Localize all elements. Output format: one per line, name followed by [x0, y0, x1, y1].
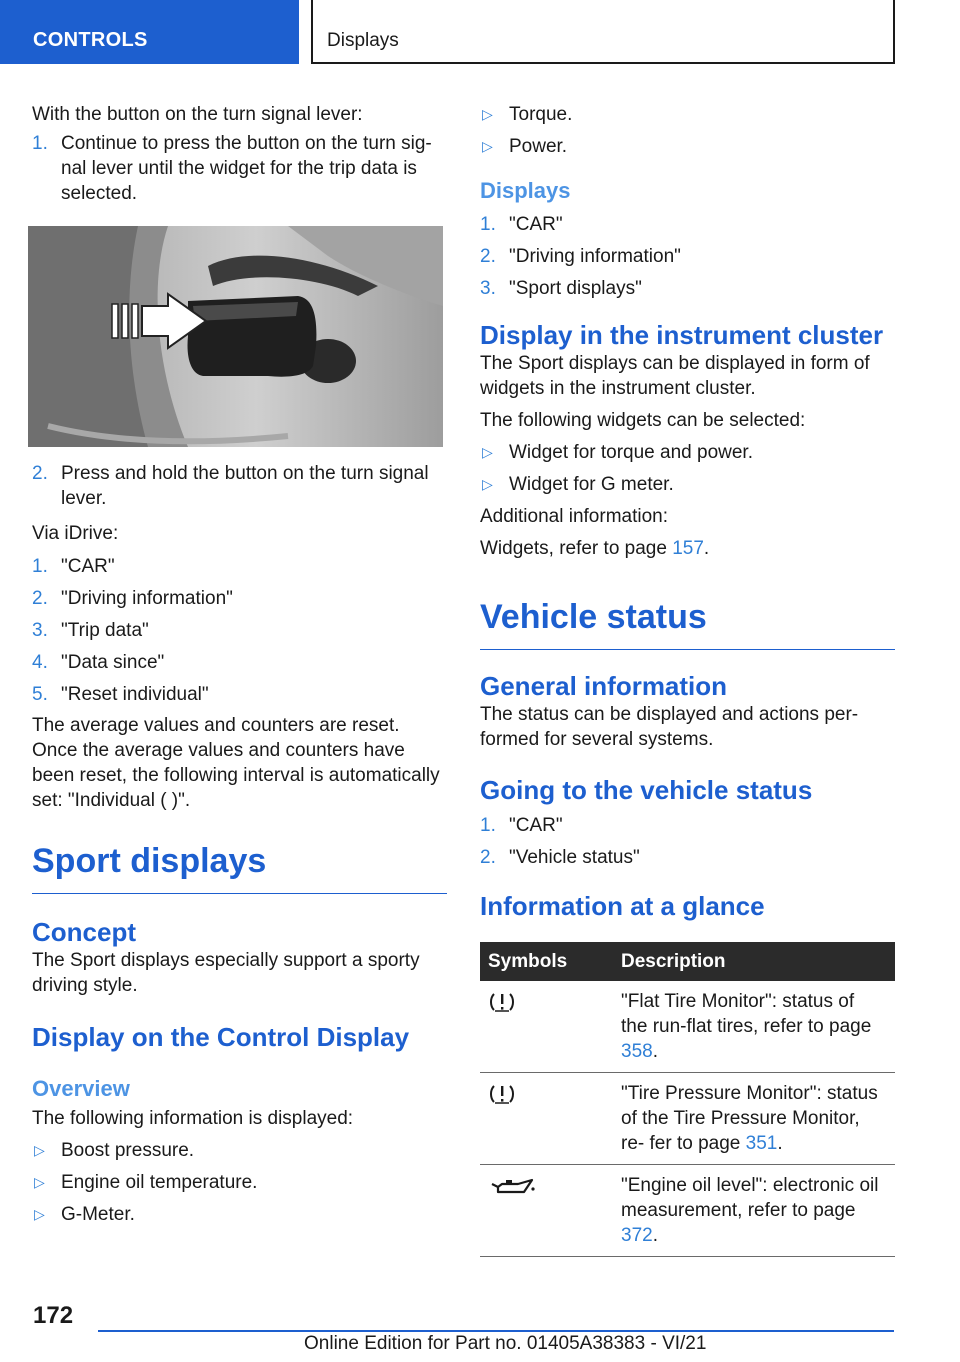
- table-row: [480, 1073, 895, 1165]
- list-item: [32, 586, 447, 611]
- step-text: "Driving information": [61, 588, 233, 609]
- page-link[interactable]: 351: [745, 1133, 778, 1154]
- sport-displays-title: Sport displays: [32, 841, 447, 894]
- step-number: 1.: [480, 214, 496, 235]
- step-text: "Sport displays": [509, 278, 642, 299]
- item-text: Engine oil temperature.: [61, 1172, 258, 1193]
- left-column: [32, 102, 447, 1227]
- table-row: [480, 981, 895, 1073]
- list-item: [480, 440, 895, 465]
- section-tab: [0, 0, 299, 64]
- intro-text: With the button on the turn signal lever:: [32, 104, 363, 125]
- idrive-steps: [32, 554, 447, 707]
- overview-list: [32, 1138, 447, 1227]
- section-title: CONTROLS: [33, 29, 148, 51]
- triangle-bullet-icon: ▷: [482, 106, 493, 122]
- turn-signal-steps-b: [32, 461, 447, 511]
- triangle-bullet-icon: ▷: [34, 1174, 45, 1190]
- list-item: [32, 618, 447, 643]
- edition-text: Online Edition for Part no. 01405A38383 - VI/21: [304, 1333, 707, 1354]
- list-item: [480, 134, 895, 159]
- description-cell: "Engine oil level": electronic oil measurement, refer to page 372.: [613, 1165, 895, 1257]
- list-item: [480, 472, 895, 497]
- list-item: [480, 845, 895, 870]
- step-number: 5.: [32, 684, 48, 705]
- list-item: [32, 1202, 447, 1227]
- page-link[interactable]: 358: [621, 1041, 653, 1062]
- reference-text: Widgets, refer to page: [480, 538, 673, 559]
- turn-signal-lever-illustration: [28, 226, 443, 447]
- step-number: 3.: [480, 278, 496, 299]
- item-text: Torque.: [509, 104, 573, 125]
- reset-text: The average values and counters are reset. Once the average values and counters have been reset, the following interval is automatically set: "Individual ( )".: [32, 715, 440, 811]
- page-link[interactable]: 157: [672, 538, 704, 559]
- list-item: [32, 554, 447, 579]
- step-number: 2.: [32, 463, 48, 484]
- step-text: Press and hold the button on the turn signal lever.: [61, 463, 429, 509]
- list-item: [32, 1138, 447, 1163]
- tire-warning-icon: [488, 1083, 516, 1105]
- list-item: [32, 1170, 447, 1195]
- item-text: Widget for torque and power.: [509, 442, 753, 463]
- list-item: [480, 276, 895, 301]
- step-text: "Data since": [61, 652, 165, 673]
- item-text: Boost pressure.: [61, 1140, 195, 1161]
- symbol-cell: [480, 1165, 613, 1257]
- concept-text: The Sport displays especially support a sporty driving style.: [32, 950, 420, 996]
- step-number: 1.: [32, 556, 48, 577]
- displays-title: Displays: [480, 178, 571, 203]
- step-text: "Trip data": [61, 620, 149, 641]
- step-text: Continue to press the button on the turn sig- nal lever until the widget for the trip data is selected.: [61, 133, 432, 204]
- description-text: "Flat Tire Monitor": status of the run-flat tires, refer to page: [621, 991, 872, 1037]
- symbol-cell: [480, 1073, 613, 1165]
- going-to-status-title: Going to the vehicle status: [480, 775, 813, 805]
- displays-steps: [480, 212, 895, 301]
- description-text: "Tire Pressure Monitor": status of the Tire Pressure Monitor, re- fer to page: [621, 1083, 878, 1154]
- widgets-list: [480, 440, 895, 497]
- item-text: G-Meter.: [61, 1204, 135, 1225]
- list-item: [32, 682, 447, 707]
- list-item: [480, 813, 895, 838]
- description-text: "Engine oil level": electronic oil measurement, refer to page: [621, 1175, 879, 1221]
- item-text: Power.: [509, 136, 568, 157]
- triangle-bullet-icon: ▷: [34, 1142, 45, 1158]
- triangle-bullet-icon: ▷: [34, 1206, 45, 1222]
- concept-title: Concept: [32, 917, 136, 947]
- list-item: [480, 244, 895, 269]
- step-text: "CAR": [509, 815, 563, 836]
- tire-warning-icon: [488, 991, 516, 1013]
- turn-signal-steps-a: [32, 131, 447, 206]
- step-number: 1.: [32, 133, 48, 154]
- step-number: 2.: [480, 847, 496, 868]
- step-number: 1.: [480, 815, 496, 836]
- vehicle-status-title: Vehicle status: [480, 597, 895, 650]
- triangle-bullet-icon: ▷: [482, 476, 493, 492]
- table-header-row: [480, 942, 895, 981]
- widgets-reference: Widgets, refer to page 157.: [480, 538, 710, 559]
- topic-tab: [311, 0, 895, 64]
- step-number: 2.: [480, 246, 496, 267]
- step-text: "Reset individual": [61, 684, 209, 705]
- step-number: 3.: [32, 620, 48, 641]
- cluster-text: The Sport displays can be displayed in form of widgets in the instrument cluster.: [480, 353, 870, 399]
- right-column: [480, 102, 895, 1257]
- general-information-title: General information: [480, 671, 728, 701]
- general-information-text: The status can be displayed and actions per- formed for several systems.: [480, 704, 859, 750]
- list-item: [32, 650, 447, 675]
- description-cell: "Flat Tire Monitor": status of the run-flat tires, refer to page 358.: [613, 981, 895, 1073]
- list-item: [480, 212, 895, 237]
- triangle-bullet-icon: ▷: [482, 444, 493, 460]
- topic-title: Displays: [327, 30, 399, 51]
- item-text: Widget for G meter.: [509, 474, 674, 495]
- overview-text: The following information is displayed:: [32, 1108, 354, 1129]
- glance-title: Information at a glance: [480, 891, 765, 921]
- step-text: "CAR": [61, 556, 115, 577]
- description-cell: "Tire Pressure Monitor": status of the Tire Pressure Monitor, re- fer to page 351.: [613, 1073, 895, 1165]
- additional-info-label: Additional information:: [480, 506, 668, 527]
- symbols-column-header: Symbols: [480, 942, 613, 981]
- list-item: [32, 131, 447, 206]
- page-link[interactable]: 372: [621, 1225, 653, 1246]
- triangle-bullet-icon: ▷: [482, 138, 493, 154]
- step-text: "Driving information": [509, 246, 681, 267]
- cluster-title: Display in the instrument cluster: [480, 320, 884, 350]
- symbol-cell: [480, 981, 613, 1073]
- oil-can-icon: [488, 1175, 536, 1197]
- step-number: 4.: [32, 652, 48, 673]
- overview-title: Overview: [32, 1076, 130, 1101]
- overview-list-continued: [480, 102, 895, 159]
- list-item: [32, 461, 447, 511]
- widgets-intro: The following widgets can be selected:: [480, 410, 806, 431]
- via-idrive-text: Via iDrive:: [32, 523, 119, 544]
- turn-signal-lever-photo: [28, 226, 443, 447]
- list-item: [480, 102, 895, 127]
- description-column-header: Description: [613, 942, 895, 981]
- going-steps: [480, 813, 895, 870]
- footer-rule: [98, 1330, 894, 1332]
- page-number: 172: [33, 1302, 74, 1329]
- table-row: [480, 1165, 895, 1257]
- step-text: "CAR": [509, 214, 563, 235]
- step-text: "Vehicle status": [509, 847, 640, 868]
- status-symbols-table: [480, 942, 895, 1257]
- step-number: 2.: [32, 588, 48, 609]
- control-display-title: Display on the Control Display: [32, 1022, 410, 1052]
